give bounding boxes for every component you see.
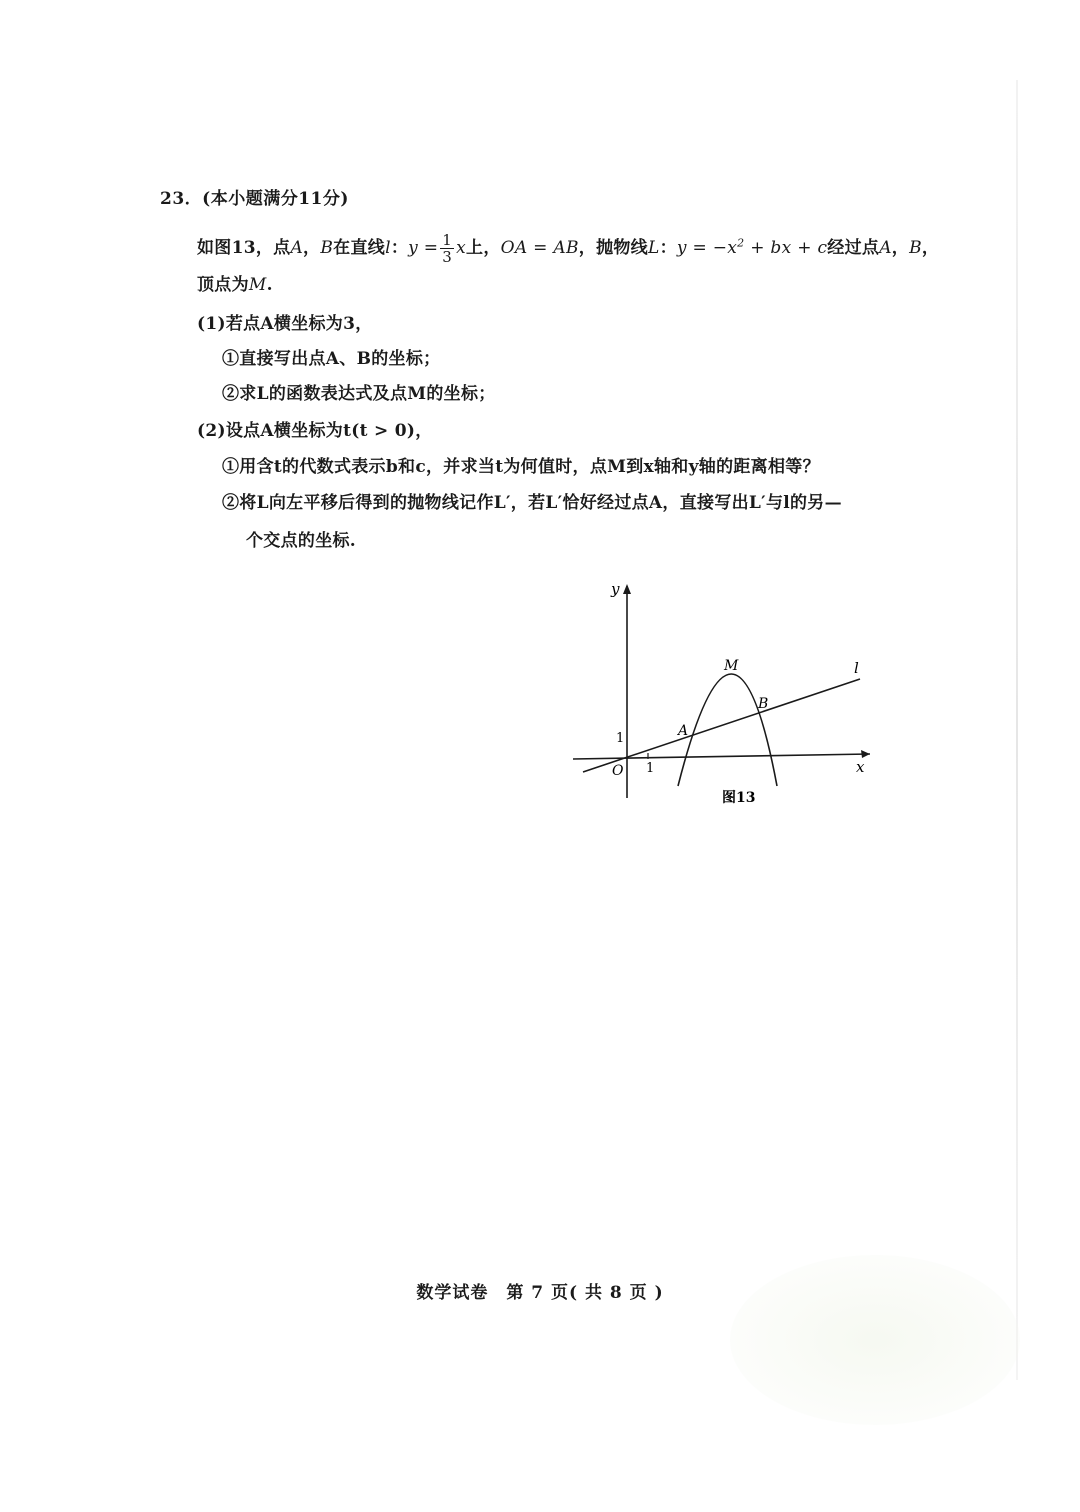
stem-text: 在直线 [333,238,386,258]
stem-separator: ， [921,238,940,258]
page-footer: 数学试卷 第 7 页( 共 8 页 ) [416,1283,664,1303]
point-b-symbol: B [909,238,922,258]
parabola-l-symbol: L [647,238,660,258]
question-2-part-1: ①用含t的代数式表示b和c，并求当t为何值时，点M到x轴和y轴的距离相等？ [222,457,820,477]
oa-equals-ab: OA = AB [500,238,579,258]
label-vertex-m: M [724,658,739,674]
stem-colon: ： [659,238,677,258]
fraction-denominator: 3 [442,248,453,266]
fraction-numerator: 1 [442,231,453,249]
x-axis [573,754,870,759]
y-axis-arrow-icon [623,584,631,594]
label-origin: O [612,763,624,779]
figure-13 [565,572,885,822]
x-axis-arrow-icon [861,750,870,758]
label-line-l: l [854,659,859,677]
stem-text: . [266,275,273,295]
label-point-b: B [758,696,769,712]
label-y: y [611,580,620,598]
problem-stem-line1 [197,232,939,265]
fraction-one-third [440,232,454,265]
parabola-l [678,674,777,786]
label-x-unit: 1 [646,761,655,776]
question-2: (2)设点A横坐标为t(t > 0)， [197,421,433,441]
parabola-exponent: 2 [737,236,745,250]
stem-separator: ， [891,238,910,258]
point-a-symbol: A [290,238,304,258]
problem-stem-line2 [197,270,273,295]
figure-caption: 图13 [722,790,756,806]
point-a-symbol: A [879,238,892,258]
line-equation-x: x [456,238,467,258]
label-y-unit: 1 [616,731,625,746]
line-l [583,679,860,772]
question-2-part-2-line2: 个交点的坐标. [246,531,357,551]
question-2-part-2-line1: ②将L向左平移后得到的抛物线记作L′，若L′恰好经过点A，直接写出L′与l的另— [222,493,842,513]
line-equation-lhs: y = [408,238,439,258]
stem-text: 经过点 [827,238,880,258]
question-1-part-2: ②求L的函数表达式及点M的坐标； [222,384,496,404]
point-b-symbol: B [320,238,334,258]
line-l-symbol: l [385,238,391,258]
stem-text: ，抛物线 [578,238,648,258]
stem-colon: ： [390,238,409,258]
question-1: (1)若点A横坐标为3， [197,314,373,334]
parabola-equation-part1: y = −x [676,238,738,258]
parabola-equation-part2: + bx + c [744,238,828,258]
stem-text: 顶点为 [197,275,249,295]
stem-text: 上， [466,238,501,258]
question-1-part-1: ①直接写出点A、B的坐标； [222,349,441,369]
problem-header: 23．(本小题满分11分) [160,189,349,209]
label-x: x [856,758,865,776]
label-point-a: A [678,723,689,739]
stem-text: 如图13，点 [197,238,291,258]
stem-separator: ， [303,238,321,258]
scan-edge [1016,80,1018,1380]
vertex-m-symbol: M [248,275,267,295]
